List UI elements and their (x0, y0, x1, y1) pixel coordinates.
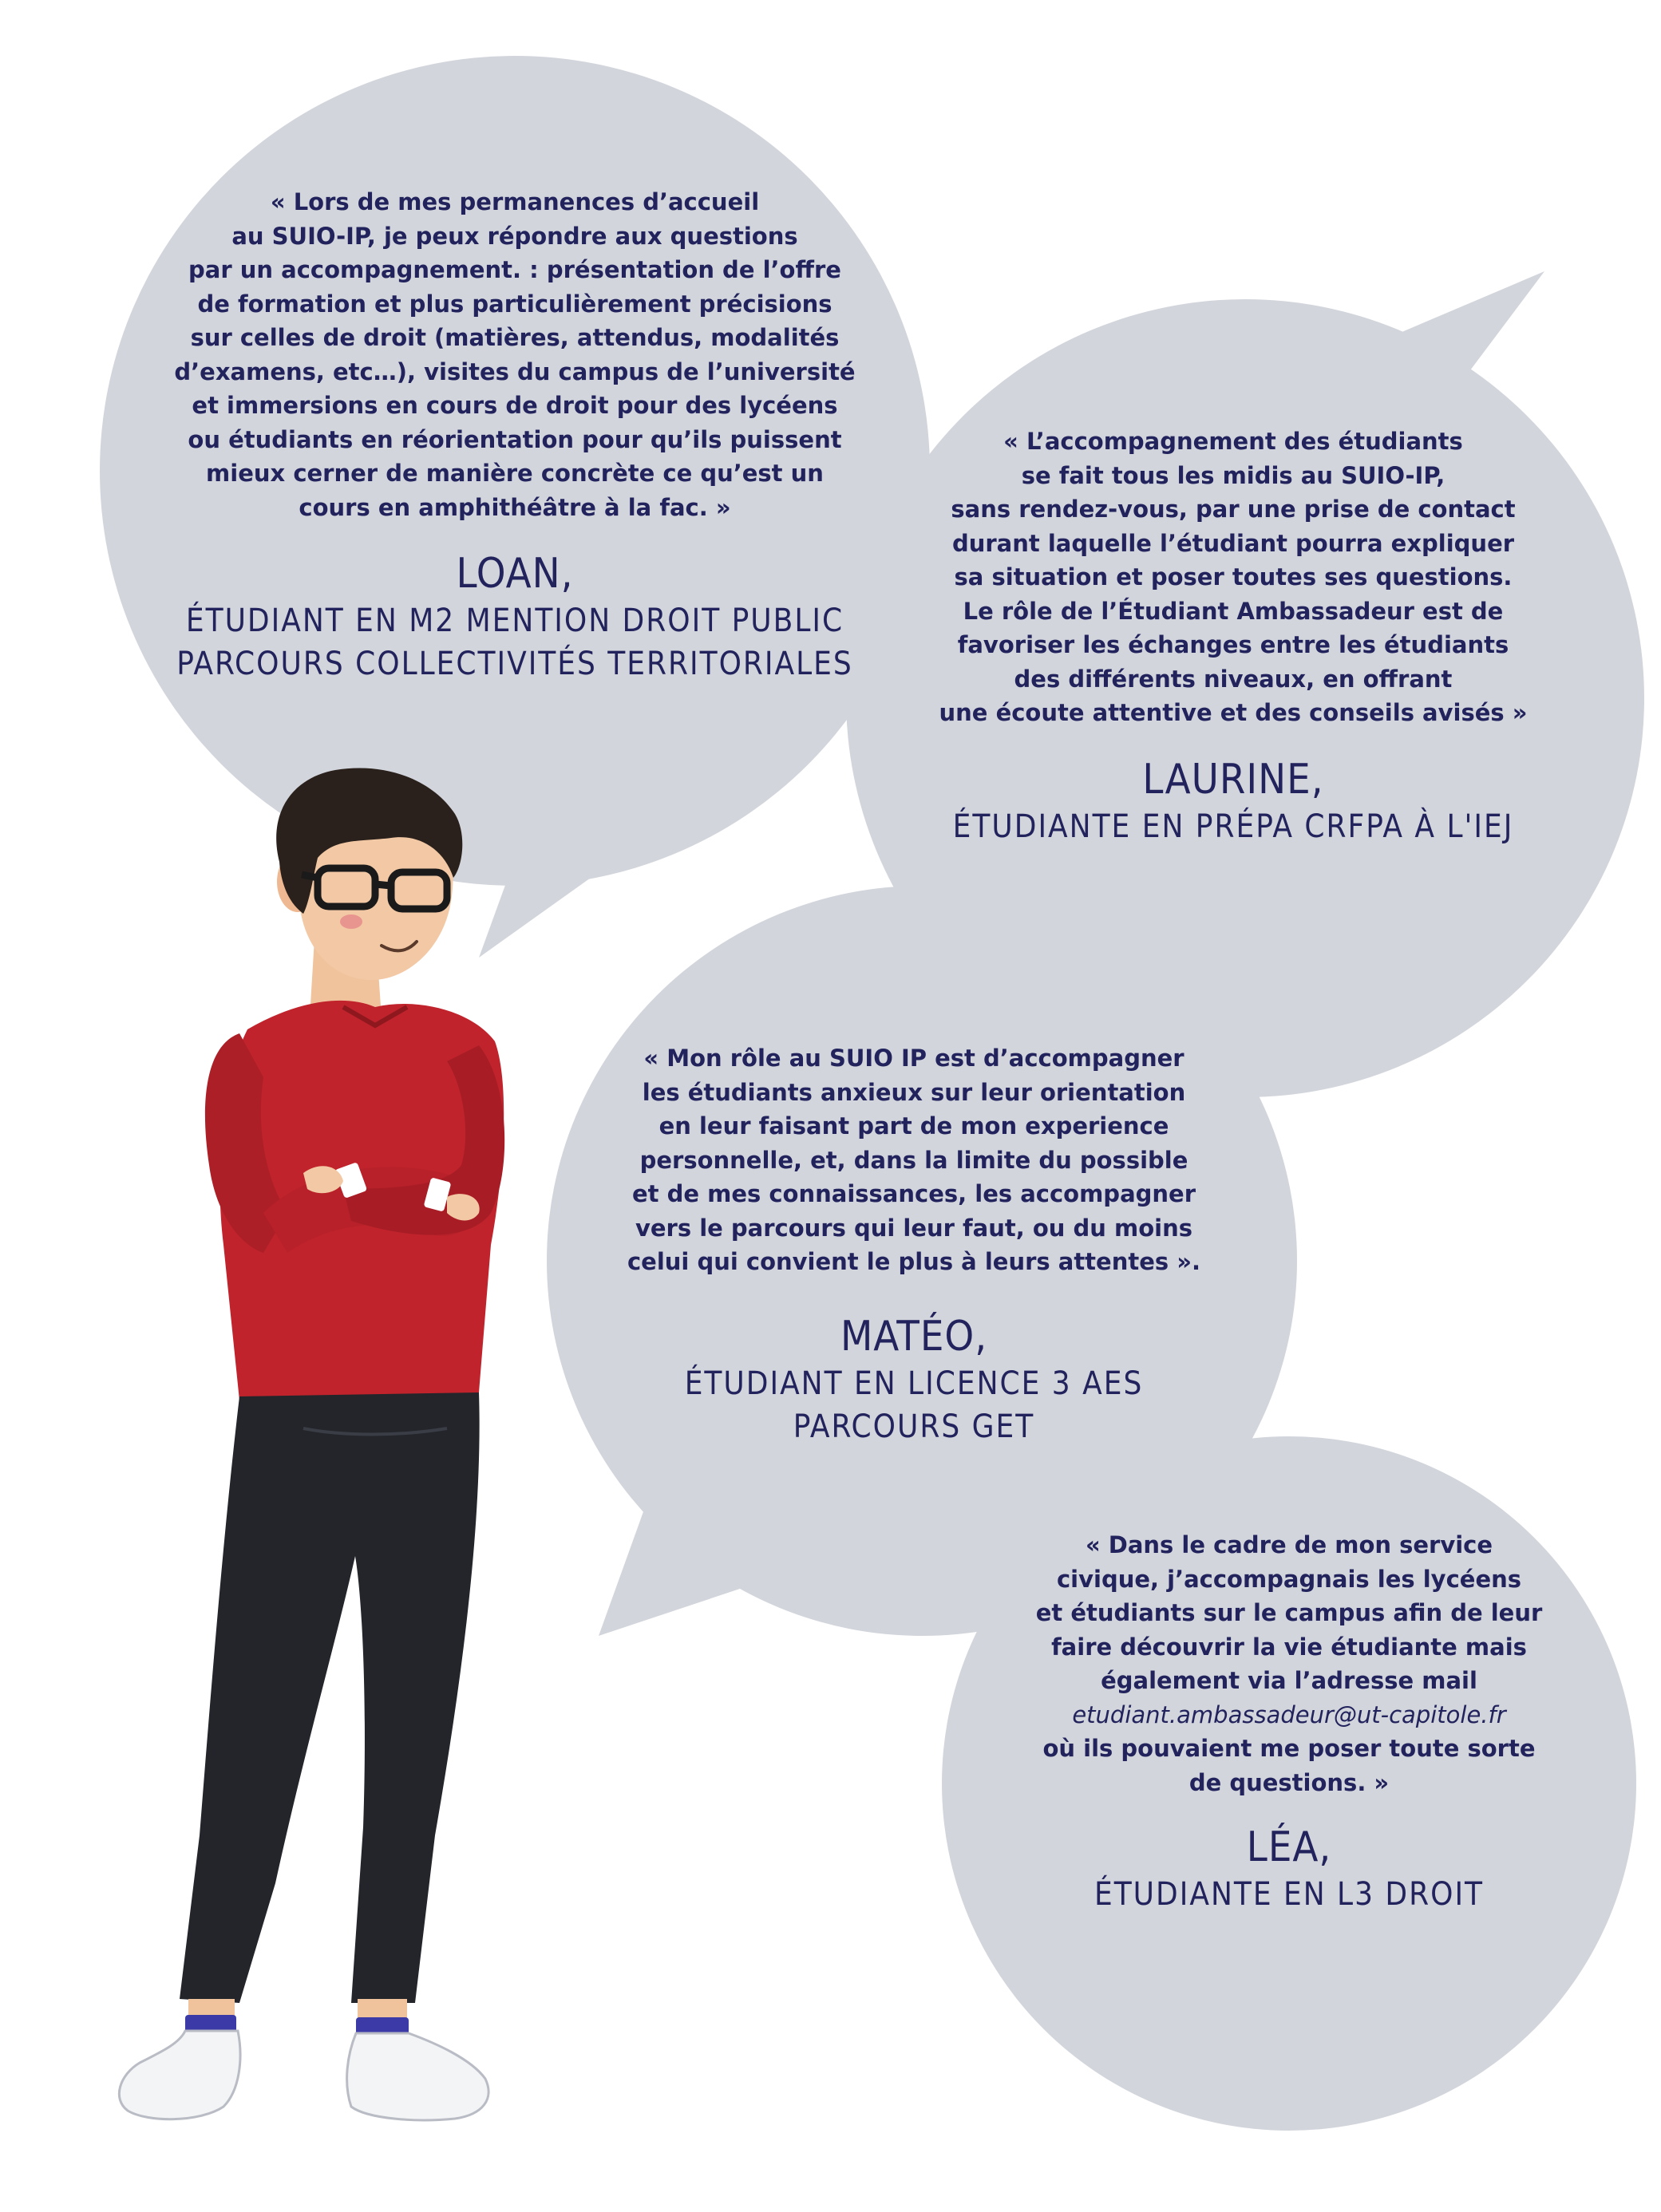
quote-text-end: où ils pouvaient me poser toute sorte de questions. » (1042, 1735, 1536, 1796)
testimonial-quote (990, 1528, 1588, 1799)
testimonial-author-name: LAURINE, (1142, 755, 1324, 804)
testimonial-author-role: ÉTUDIANT EN M2 MENTION DROIT PUBLIC PARCOURS COLLECTIVITÉS TERRITORIALES (176, 602, 853, 682)
testimonial-author-role: ÉTUDIANT EN LICENCE 3 AES PARCOURS GET (684, 1365, 1144, 1445)
email-address: etudiant.ambassadeur@ut-capitole.fr (1072, 1700, 1506, 1728)
testimonial-laurine (886, 425, 1580, 848)
testimonial-author-name: MATÉO, (840, 1312, 988, 1361)
testimonial-author-role: ÉTUDIANTE EN L3 DROIT (1093, 1876, 1485, 1913)
testimonial-loan (164, 185, 866, 685)
testimonial-quote: « L’accompagnement des étudiants se fait tous les midis au SUIO-IP, sans rendez-vous, par une prise de contact durant laquelle l’étudiant pourra expliquer sa situation et poser toutes ses questions. Le rôle de l’Étudiant Ambassadeur est de favoriser les échanges entre les étudiants des différents niveaux, en offrant une écoute attentive et des conseils avisés » (939, 428, 1528, 726)
testimonial-author-role: ÉTUDIANTE EN PRÉPA CRFPA À L'IEJ (952, 808, 1514, 845)
shoe-icon (119, 2031, 488, 2120)
testimonial-author-name: LÉA, (1246, 1823, 1332, 1871)
testimonial-mateo (591, 1041, 1237, 1448)
testimonial-quote: « Lors de mes permanences d’accueil au SUIO-IP, je peux répondre aux questions par un accompagnement. : présentation de l’offre de formation et plus particulièrement précisions sur celles de droit (matières, attendus, modalités d’examens, etc…), visites du campus de l’université et immersions en cours de droit pour des lycéens ou étudiants en réorientation pour qu’ils puissent mieux cerner de manière concrète ce qu’est un cours en amphithéâtre à la fac. » (174, 188, 856, 521)
quote-text-start: « Dans le cadre de mon service civique, j’accompagnais les lycéens et étudiants sur le campus afin de leur faire découvrir la vie étudiante mais également via l’adresse mail (1035, 1531, 1543, 1694)
testimonial-author-name: LOAN, (456, 550, 574, 598)
testimonial-lea (990, 1528, 1588, 1916)
testimonial-quote: « Mon rôle au SUIO IP est d’accompagner les étudiants anxieux sur leur orientation en leur faisant part de mon experience personnelle, et, dans la limite du possible et de mes connaissances, les accompagner vers le parcours qui leur faut, ou du moins celui qui convient le plus à leurs attentes ». (627, 1045, 1201, 1275)
